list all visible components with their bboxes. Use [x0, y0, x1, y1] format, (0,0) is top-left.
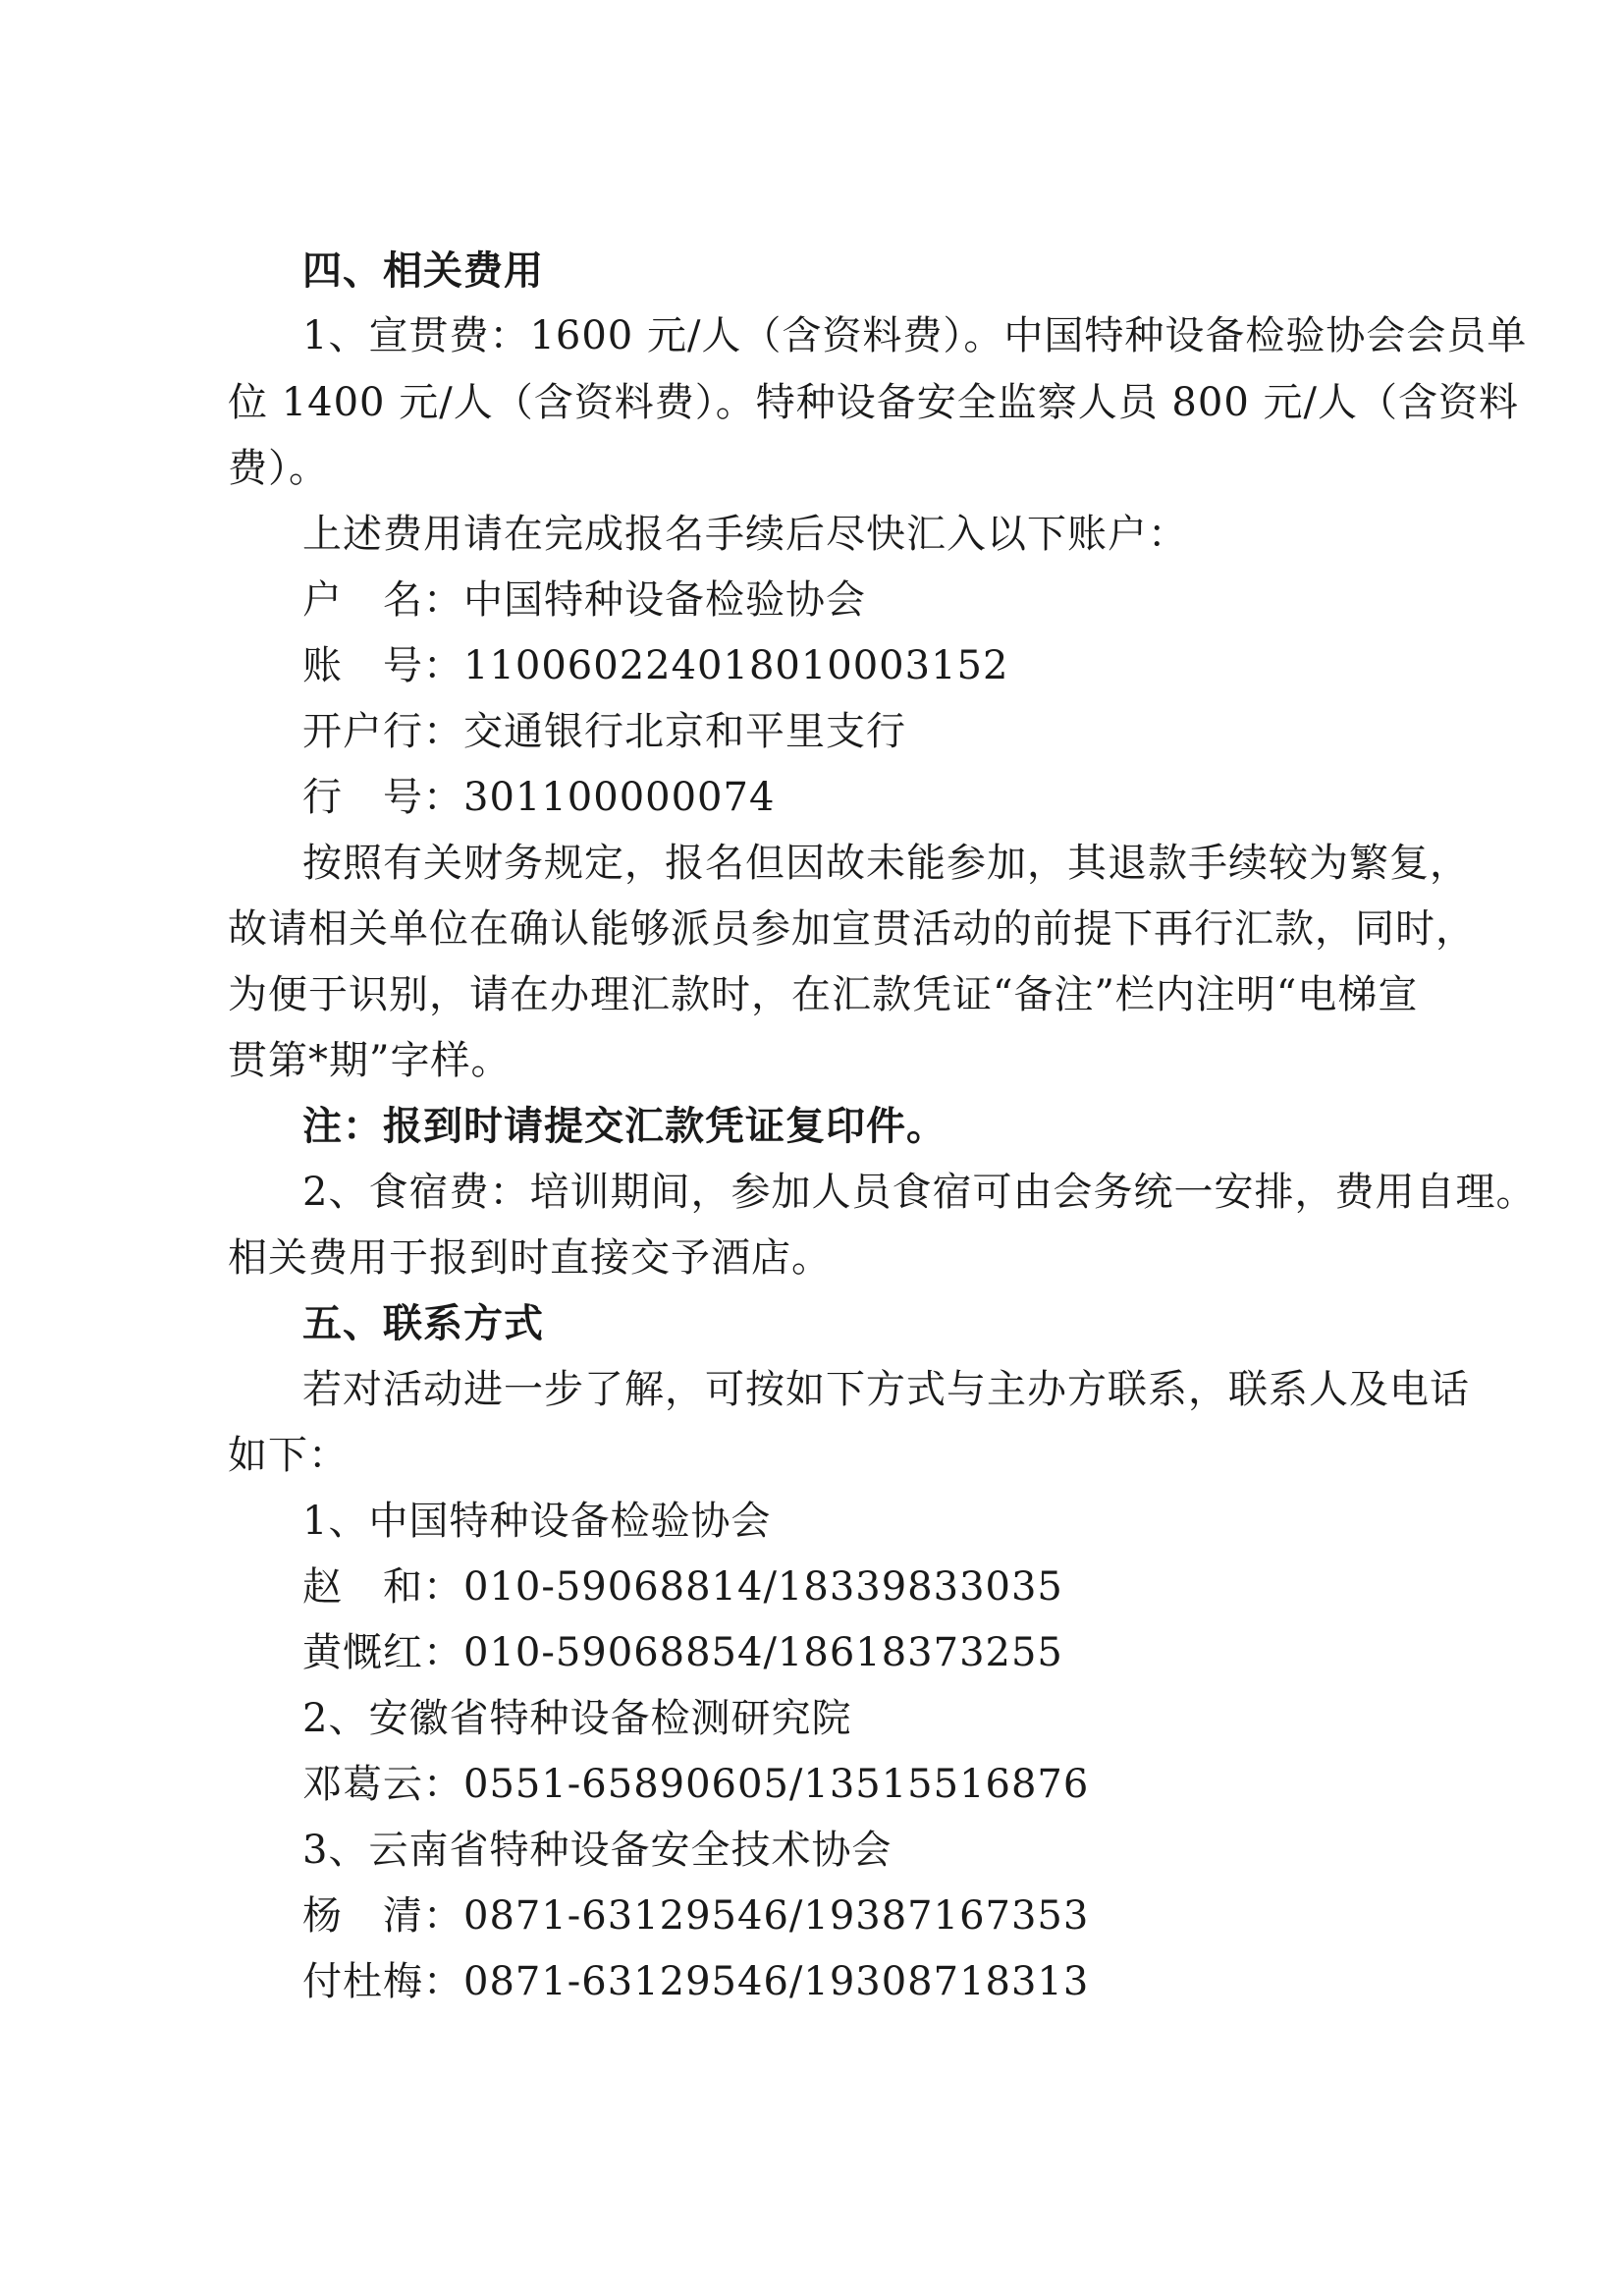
- refund-line-3: 为便于识别，请在办理汇款时，在汇款凭证“备注”栏内注明“电梯宣: [228, 972, 1419, 1017]
- remit-intro: 上述费用请在完成报名手续后尽快汇入以下账户：: [302, 512, 1188, 557]
- section-5-heading: 五、联系方式: [302, 1301, 544, 1346]
- account-bank-row: 开户行：交通银行北京和平里支行: [302, 709, 906, 754]
- section-4-heading: 四、相关费用: [302, 248, 544, 294]
- account-code-row: 行 号：301100000074: [302, 775, 776, 820]
- fee-item-2-line-2: 相关费用于报到时直接交予酒店。: [228, 1235, 832, 1281]
- fee-item-1-line-1: 1、宣贯费：1600 元/人（含资料费）。中国特种设备检验协会会员单: [302, 313, 1528, 358]
- refund-line-2: 故请相关单位在确认能够派员参加宣贯活动的前提下再行汇款，同时，: [228, 906, 1476, 952]
- org-2-contact-1: 邓葛云：0551-65890605/13515516876: [302, 1762, 1090, 1807]
- account-name-row: 户 名：中国特种设备检验协会: [302, 577, 866, 623]
- org-3-contact-1: 杨 清：0871-63129546/19387167353: [302, 1893, 1090, 1939]
- fee-item-1-line-3: 费）。: [228, 446, 329, 491]
- org-1-contact-1: 赵 和：010-59068814/18339833035: [302, 1564, 1063, 1610]
- org-3-name: 3、云南省特种设备安全技术协会: [302, 1828, 893, 1873]
- fee-item-2-line-1: 2、食宿费：培训期间，参加人员食宿可由会务统一安排，费用自理。: [302, 1170, 1537, 1215]
- refund-line-4: 贯第*期”字样。: [228, 1038, 512, 1083]
- org-1-name: 1、中国特种设备检验协会: [302, 1499, 772, 1544]
- org-3-contact-2: 付杜梅：0871-63129546/19308718313: [302, 1959, 1090, 2004]
- remittance-note: 注：报到时请提交汇款凭证复印件。: [302, 1104, 947, 1149]
- org-1-contact-2: 黄慨红：010-59068854/18618373255: [302, 1630, 1063, 1675]
- contact-intro-line-2: 如下：: [228, 1433, 349, 1478]
- account-number-row: 账 号：110060224018010003152: [302, 643, 1009, 688]
- org-2-name: 2、安徽省特种设备检测研究院: [302, 1696, 852, 1741]
- fee-item-1-line-2: 位 1400 元/人（含资料费）。特种设备安全监察人员 800 元/人（含资料: [228, 380, 1519, 425]
- refund-line-1: 按照有关财务规定，报名但因故未能参加，其退款手续较为繁复，: [302, 841, 1470, 886]
- contact-intro-line-1: 若对活动进一步了解，可按如下方式与主办方联系，联系人及电话: [302, 1367, 1470, 1412]
